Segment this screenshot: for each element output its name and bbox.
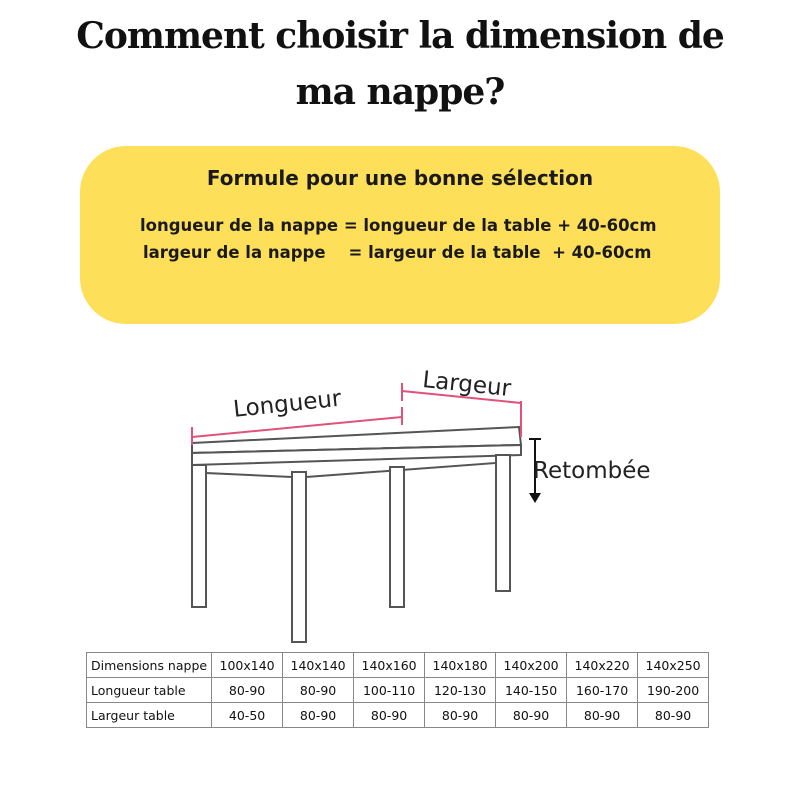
table-frame [206,465,292,477]
size-table-body [87,653,709,728]
table-illustration [84,355,724,655]
leg-back-left [390,467,404,607]
table-cell: 140x180 [425,653,496,678]
label-longueur: Longueur [232,385,343,423]
row-label: Longueur table [87,678,212,703]
table-cell: 140x160 [354,653,425,678]
table-cell: 80-90 [212,678,283,703]
table-cell: 80-90 [283,678,354,703]
table-diagram [84,355,724,655]
table-cell: 80-90 [283,703,354,728]
table-cell: 40-50 [212,703,283,728]
formula-heading: Formule pour une bonne sélection [206,166,594,190]
table-cell: 80-90 [638,703,709,728]
table-cell: 140-150 [496,678,567,703]
table-cell: 80-90 [425,703,496,728]
table-cell: 80-90 [354,703,425,728]
table-cell: 100x140 [212,653,283,678]
page-title [0,8,800,120]
table-row [87,678,709,703]
leg-front-right [292,472,306,642]
table-cell: 140x220 [567,653,638,678]
size-table [86,652,709,728]
table-cell: 80-90 [496,703,567,728]
table-row [87,653,709,678]
title-line-2: ma nappe? [295,71,505,113]
retombee-arrow-head [529,493,541,503]
table-cell: 80-90 [567,703,638,728]
formula-box [80,146,720,324]
table-cell: 140x140 [283,653,354,678]
row-label: Largeur table [87,703,212,728]
leg-back-right [496,455,510,591]
table-cell: 140x200 [496,653,567,678]
label-retombee: Retombée [533,458,651,484]
table-cell: 160-170 [567,678,638,703]
leg-front-left [192,465,206,607]
table-cell: 140x250 [638,653,709,678]
label-largeur: Largeur [421,367,513,403]
table-cell: 120-130 [425,678,496,703]
row-label: Dimensions nappe [87,653,212,678]
title-line-1: Comment choisir la dimension de [76,15,724,57]
table-cell: 100-110 [354,678,425,703]
formula-length-line: longueur de la nappe = longueur de la table + 40-60cm [140,216,657,235]
formula-width-line: largeur de la nappe = largeur de la table + 40-60cm [143,243,652,262]
table-row [87,703,709,728]
table-cell: 190-200 [638,678,709,703]
